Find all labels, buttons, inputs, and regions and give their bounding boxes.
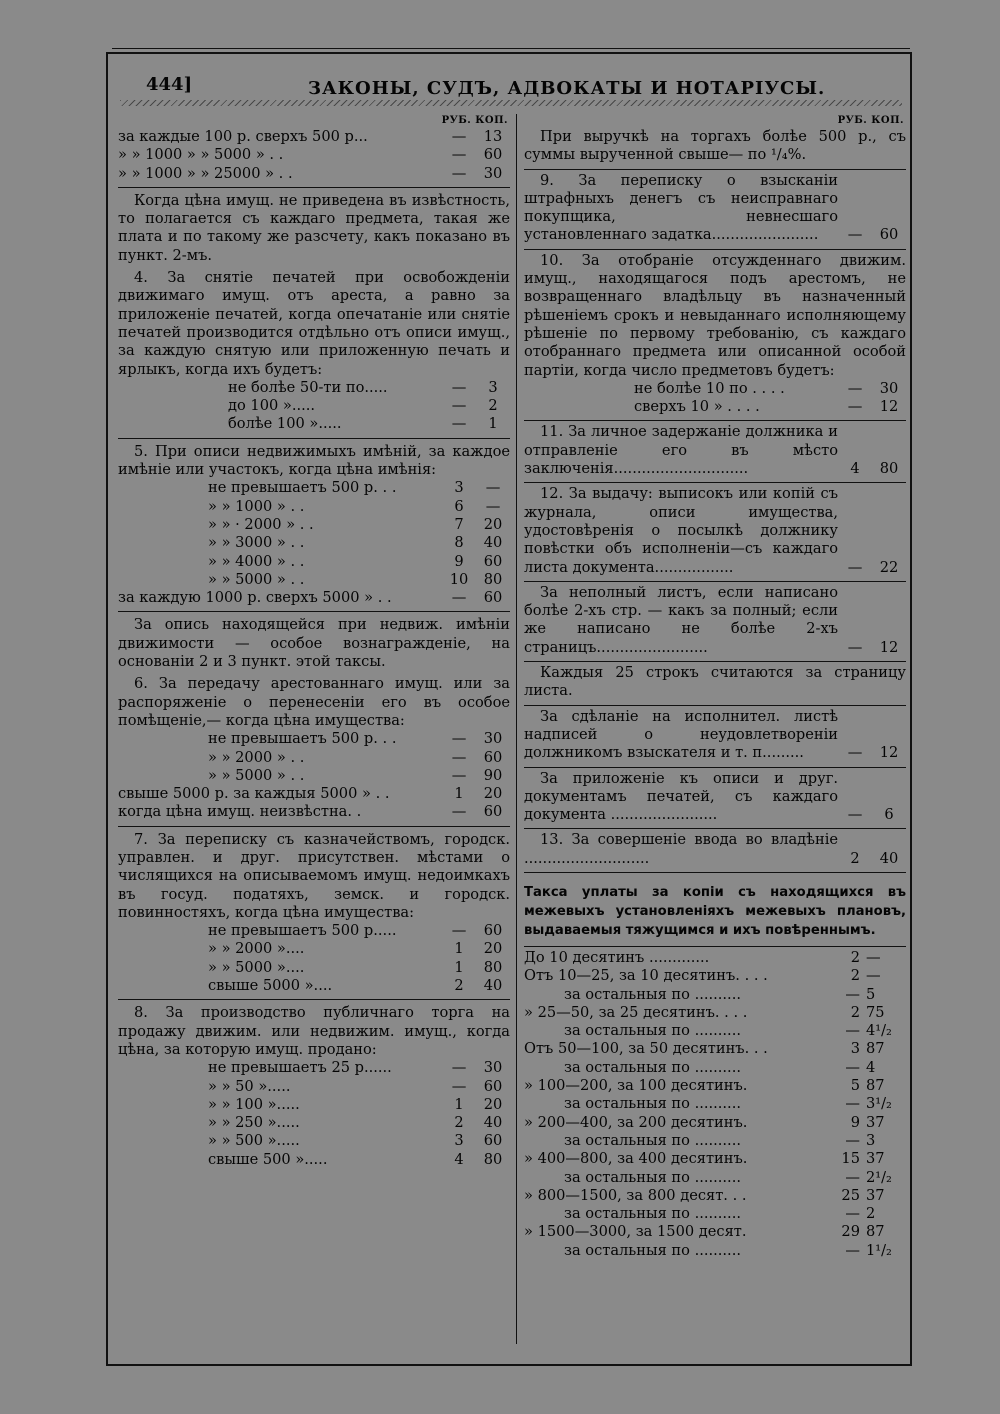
row-kop: — <box>866 948 881 966</box>
row-kop: 6 <box>884 806 894 824</box>
row-rub: — <box>451 415 467 433</box>
paragraph-13 <box>524 831 906 868</box>
table-row <box>118 571 510 589</box>
row-rub: 10 <box>449 570 469 588</box>
table-row <box>524 1187 906 1205</box>
table-row <box>118 1078 510 1096</box>
row-rub: — <box>451 589 467 607</box>
row-label: » » 2000 » . . <box>208 748 305 766</box>
row-label: когда цѣна имущ. неизвѣстна. . <box>118 803 362 821</box>
row-kop: 60 <box>483 552 503 570</box>
paragraph-12 <box>524 485 906 576</box>
row-rub: — <box>451 1077 467 1095</box>
row-rub: 2 <box>454 1114 464 1132</box>
row-kop: 30 <box>879 379 899 397</box>
row-kop: 75 <box>866 1003 885 1021</box>
row-label: » » 1000 » » 5000 » . . <box>118 146 284 164</box>
row-rub: 1 <box>454 958 464 976</box>
table-row <box>524 1022 906 1040</box>
paragraph-12d <box>524 770 906 825</box>
running-title: ЗАКОНЫ, СУДЪ, АДВОКАТЫ И НОТАРIУСЫ. <box>308 78 826 99</box>
row-kop: 12 <box>879 744 899 762</box>
column-divider <box>516 114 517 1344</box>
row-rub: — <box>451 803 467 821</box>
row-rub: — <box>847 806 863 824</box>
separator <box>524 169 906 170</box>
row-kop: 80 <box>879 460 899 478</box>
row-kop: 20 <box>483 940 503 958</box>
row-kop: 1¹/₂ <box>866 1241 892 1259</box>
row-kop: 60 <box>483 1077 503 1095</box>
rows-8 <box>118 1059 510 1169</box>
paragraph-12a <box>524 584 906 657</box>
row-rub: 8 <box>454 534 464 552</box>
table-row <box>118 1132 510 1150</box>
table-row <box>524 1205 906 1223</box>
row-label: за остальныя по .......... <box>564 1131 741 1149</box>
row-rub: 5 <box>850 1077 860 1095</box>
row-rub: — <box>847 226 863 244</box>
row-label: за остальныя по .......... <box>564 1241 741 1259</box>
row-kop: 2¹/₂ <box>866 1168 892 1186</box>
row-rub: 29 <box>841 1223 860 1241</box>
paragraph-12c-text: За сдѣланiе на исполнител. листѣ надписей о неудовлетворенiи должникомъ взыскателя и т. п......... <box>524 707 838 762</box>
row-5-last <box>118 589 510 607</box>
table-row <box>524 1114 906 1132</box>
row-label: Отъ 50—100, за 50 десятинъ. . . <box>524 1040 768 1058</box>
row-kop: 30 <box>483 164 503 182</box>
row-kop: 87 <box>866 1077 885 1095</box>
row-rub: — <box>845 1205 860 1223</box>
paragraph-12d-text: За приложенiе къ описи и друг. документамъ печатей, съ каждаго документа ....................... <box>524 769 838 824</box>
row-kop: 80 <box>483 1150 503 1168</box>
separator <box>118 611 510 612</box>
separator <box>524 661 906 662</box>
paragraph-8-cont: При выручкѣ на торгахъ болѣе 500 р., съ суммы вырученной свыше— по ¹/₄%. <box>524 128 906 164</box>
table-row <box>118 1114 510 1132</box>
rows-4 <box>118 379 510 434</box>
table-row <box>118 1151 510 1169</box>
table-row <box>524 1169 906 1187</box>
table-row <box>118 397 510 415</box>
row-label: свыше 500 »..... <box>208 1150 328 1168</box>
right-column <box>524 114 906 1260</box>
paragraph-5-note: За опись находящейся при недвиж. имѣнiи движимости — особое вознагражденiе, на основанiи 2 и 3 пункт. этой таксы. <box>118 616 510 671</box>
row-rub: — <box>451 730 467 748</box>
row-rub: — <box>451 128 467 145</box>
row-label: за остальныя по .......... <box>564 1058 741 1076</box>
row-kop: 37 <box>866 1150 885 1168</box>
row-rub: 9 <box>454 552 464 570</box>
row-label: » » 5000 » . . <box>208 570 305 588</box>
row-label: » » 50 »..... <box>208 1077 291 1095</box>
paragraph-8: 8. За производство публичнаго торга на продажу движим. или недвижим. имущ., когда цѣна, за которую имущ. продано: <box>118 1004 510 1058</box>
table-row <box>118 940 510 958</box>
paragraph-10: 10. За отобранiе отсужденнаго движим. имущ., находящагося подъ арестомъ, не возвращеннаго владѣльцу въ назначенный рѣшенiемъ срокъ и невыданнаго исполняющему рѣшенiе по первому требованiю, съ каждаго отобраннаго предмета или описанной особой партiи, когда число предметовъ будетъ: <box>524 251 906 379</box>
row-label: сверхъ 10 » . . . . <box>634 398 760 416</box>
row-kop: 37 <box>866 1186 885 1204</box>
row-label: » 25—50, за 25 десятинъ. . . . <box>524 1003 748 1021</box>
table-row <box>524 1095 906 1113</box>
paragraph-4: 4. За снятiе печатей при освобожденiи движимаго имущ. отъ ареста, а равно за приложенiе печатей, когда опечатанiе или снятiе печатей производится отдѣльно отъ описи имущ., за каждую снятую или приложенную печать и ярлыкъ, когда ихъ будетъ: <box>118 269 510 378</box>
row-label: » » 5000 ».... <box>208 958 305 976</box>
row-rub: — <box>845 1131 860 1149</box>
separator <box>524 581 906 582</box>
paragraph-5: 5. При описи недвижимыхъ имѣнiй, за каждое имѣнiе или участокъ, когда цѣна имѣнiя: <box>118 442 510 479</box>
row-label: за каждые 100 р. сверхъ 500 р... <box>118 128 368 145</box>
table-row <box>118 415 510 433</box>
row-rub: — <box>451 146 467 164</box>
row-label: свыше 5000 р. за каждыя 5000 » . . <box>118 785 390 803</box>
paragraph-9 <box>524 172 906 245</box>
row-label: » » 1000 » » 25000 » . . <box>118 164 293 182</box>
table-row <box>118 516 510 534</box>
rows-6 <box>118 730 510 785</box>
row-rub: — <box>847 744 863 762</box>
table-row <box>118 977 510 995</box>
table-row <box>118 959 510 977</box>
row-kop: 60 <box>483 146 503 164</box>
table-row <box>524 1150 906 1168</box>
table-row <box>118 785 510 803</box>
row-kop: 1 <box>488 415 498 433</box>
rows-10 <box>524 380 906 417</box>
row-kop: 5 <box>866 985 876 1003</box>
paragraph-7: 7. За переписку съ казначействомъ, городск. управлен. и друг. присутствен. мѣстами о числящихся на описываемомъ имущ. недоимкахъ въ госуд. податяхъ, земск. и городск. повинностяхъ, когда цѣна имущества: <box>118 830 510 921</box>
row-kop: 2 <box>866 1205 876 1223</box>
row-rub: 15 <box>841 1150 860 1168</box>
separator <box>524 872 906 873</box>
row-kop: 40 <box>483 977 503 995</box>
row-label: не превышаетъ 25 р...... <box>208 1059 392 1077</box>
row-rub: — <box>451 397 467 415</box>
table-row <box>118 146 510 164</box>
row-kop: 4¹/₂ <box>866 1022 892 1040</box>
paragraph-11-text: 11. За личное задержанiе должника и отправленiе его въ мѣсто заключенiя............................. <box>524 423 838 478</box>
separator <box>524 249 906 250</box>
row-rub: — <box>451 748 467 766</box>
row-rub: 2 <box>850 948 860 966</box>
table-row <box>524 949 906 967</box>
row-label: не превышаетъ 500 р..... <box>208 922 397 940</box>
row-rub: 1 <box>454 1095 464 1113</box>
row-kop: 80 <box>483 958 503 976</box>
row-label: » » 2000 ».... <box>208 940 305 958</box>
row-kop: 20 <box>483 515 503 533</box>
row-label: за остальныя по .......... <box>564 1022 741 1040</box>
page-number: 444] <box>146 74 193 95</box>
table-row <box>118 922 510 940</box>
table-row <box>118 749 510 767</box>
row-rub: 3 <box>454 479 464 497</box>
table-row <box>524 1059 906 1077</box>
rows-top <box>118 128 510 183</box>
row-rub: — <box>451 922 467 940</box>
table-row <box>524 1004 906 1022</box>
units-header-left: РУБ. КОП. <box>441 115 508 126</box>
row-kop: 60 <box>483 589 503 607</box>
separator <box>524 828 906 829</box>
table-row <box>118 803 510 821</box>
rows-6-tail <box>118 785 510 822</box>
row-label: » 800—1500, за 800 десят. . . <box>524 1186 747 1204</box>
row-kop: 12 <box>879 638 899 656</box>
separator <box>118 999 510 1000</box>
left-column <box>118 114 510 1169</box>
table-row <box>118 165 510 183</box>
row-label: Отъ 10—25, за 10 десятинъ. . . . <box>524 967 768 985</box>
row-label: » » 1000 » . . <box>208 497 305 515</box>
table-row <box>118 1059 510 1077</box>
row-label: » » 500 »..... <box>208 1132 300 1150</box>
separator <box>524 946 906 947</box>
table-row <box>524 967 906 985</box>
table-row <box>118 379 510 397</box>
table-row <box>118 553 510 571</box>
row-kop: 12 <box>879 398 899 416</box>
row-rub: 1 <box>454 785 464 803</box>
row-kop: 30 <box>483 1059 503 1077</box>
row-kop: 13 <box>483 128 503 145</box>
paragraph-12-text: 12. За выдачу: выписокъ или копiй съ журнала, описи имущества, удостовѣренiя о посылкѣ должнику повѣстки объ исполненiи—съ каждаго листа документа................. <box>524 485 838 576</box>
tax-table <box>524 949 906 1260</box>
row-label: » 400—800, за 400 десятинъ. <box>524 1150 748 1168</box>
row-kop: 22 <box>879 558 899 576</box>
separator <box>118 187 510 188</box>
table-row <box>118 534 510 552</box>
row-rub: — <box>845 1095 860 1113</box>
row-kop: 90 <box>483 766 503 784</box>
row-kop: 20 <box>483 785 503 803</box>
row-label: не превышаетъ 500 р. . . <box>208 730 397 748</box>
row-label: » » 100 »..... <box>208 1095 300 1113</box>
row-rub: 4 <box>454 1150 464 1168</box>
separator <box>524 767 906 768</box>
paragraph-11 <box>524 423 906 478</box>
row-label: болѣе 100 »..... <box>228 415 342 433</box>
row-kop: 60 <box>879 226 899 244</box>
row-kop: 87 <box>866 1223 885 1241</box>
row-rub: — <box>847 398 863 416</box>
row-kop: 60 <box>483 748 503 766</box>
table-row <box>524 1040 906 1058</box>
row-rub: — <box>845 1022 860 1040</box>
row-label: » 1500—3000, за 1500 десят. <box>524 1223 747 1241</box>
table-row <box>524 1223 906 1241</box>
table-row <box>118 730 510 748</box>
row-rub: 1 <box>454 940 464 958</box>
row-kop: 37 <box>866 1113 885 1131</box>
row-rub: — <box>451 1059 467 1077</box>
row-label: за остальныя по .......... <box>564 1168 741 1186</box>
row-rub: 3 <box>454 1132 464 1150</box>
row-label: » » 3000 » . . <box>208 534 305 552</box>
row-rub: — <box>845 1168 860 1186</box>
row-kop: 40 <box>879 849 899 867</box>
row-kop: 40 <box>483 534 503 552</box>
row-kop: 80 <box>483 570 503 588</box>
table-row <box>118 767 510 785</box>
row-label: за остальныя по .......... <box>564 1095 741 1113</box>
row-rub: 6 <box>454 497 464 515</box>
table-row <box>524 1132 906 1150</box>
units-header-right: РУБ. КОП. <box>837 115 904 126</box>
table-row <box>524 398 906 416</box>
table-row <box>524 986 906 1004</box>
row-kop: 60 <box>483 803 503 821</box>
row-kop: — <box>485 497 501 515</box>
row-rub: — <box>847 558 863 576</box>
row-kop: 60 <box>483 1132 503 1150</box>
separator <box>524 482 906 483</box>
paragraph-13-text: 13. За совершенiе ввода во владѣнiе ........................... <box>524 831 838 867</box>
row-label: » » 4000 » . . <box>208 552 305 570</box>
table-row <box>524 380 906 398</box>
row-label: » 100—200, за 100 десятинъ. <box>524 1077 748 1095</box>
row-kop: 4 <box>866 1058 876 1076</box>
row-rub: — <box>845 985 860 1003</box>
row-rub: 2 <box>454 977 464 995</box>
table-row <box>524 1242 906 1260</box>
row-label: за каждую 1000 р. сверхъ 5000 » . . <box>118 589 392 607</box>
row-kop: 3¹/₂ <box>866 1095 892 1113</box>
row-rub: 2 <box>850 849 860 867</box>
row-rub: — <box>847 379 863 397</box>
paragraph-9-text: 9. За переписку о взысканiи штрафныхъ денегъ съ неисправнаго покупщика, невнесшаго установленнаго задатка....................... <box>524 171 838 244</box>
row-rub: 9 <box>850 1113 860 1131</box>
row-rub: — <box>451 164 467 182</box>
row-kop: 40 <box>483 1114 503 1132</box>
row-kop: 3 <box>866 1131 876 1149</box>
paragraph-12b: Каждыя 25 строкъ считаются за страницу листа. <box>524 664 906 700</box>
row-kop: 2 <box>488 397 498 415</box>
table-row <box>118 479 510 497</box>
row-rub: 3 <box>850 1040 860 1058</box>
row-label: за остальныя по .......... <box>564 985 741 1003</box>
row-kop: 87 <box>866 1040 885 1058</box>
page-frame <box>106 52 912 1366</box>
row-kop: 30 <box>483 730 503 748</box>
row-kop: 60 <box>483 922 503 940</box>
paragraph-12a-text: За неполный листъ, если написано болѣе 2-хъ стр. — какъ за полный; если же написано не болѣе 2-хъ страницъ........................ <box>524 583 838 656</box>
row-rub: — <box>845 1241 860 1259</box>
row-label: » » 250 »..... <box>208 1114 300 1132</box>
table-row <box>118 498 510 516</box>
row-label: не болѣе 50-ти по..... <box>228 378 388 396</box>
separator <box>118 826 510 827</box>
row-label: свыше 5000 ».... <box>208 977 333 995</box>
row-label: » 200—400, за 200 десятинъ. <box>524 1113 748 1131</box>
table-row <box>118 1096 510 1114</box>
row-rub: — <box>451 766 467 784</box>
paragraph-6: 6. За передачу арестованнаго имущ. или за распоряженiе о перенесенiи его въ особое помѣщенiе,— когда цѣна имущества: <box>118 675 510 729</box>
row-kop: — <box>866 967 881 985</box>
row-rub: 4 <box>850 460 860 478</box>
row-kop: — <box>485 479 501 497</box>
row-label: не болѣе 10 по . . . . <box>634 379 785 397</box>
row-rub: — <box>845 1058 860 1076</box>
row-label: не превышаетъ 500 р. . . <box>208 479 397 497</box>
separator <box>524 705 906 706</box>
row-rub: 2 <box>850 967 860 985</box>
row-rub: — <box>451 378 467 396</box>
separator <box>118 438 510 439</box>
row-kop: 3 <box>488 378 498 396</box>
row-rub: — <box>847 638 863 656</box>
row-label: » » 5000 » . . <box>208 766 305 784</box>
rows-7 <box>118 922 510 995</box>
row-rub: 2 <box>850 1003 860 1021</box>
ornamental-rule <box>120 100 902 106</box>
row-label: до 100 »..... <box>228 397 316 415</box>
row-label: » » · 2000 » . . <box>208 515 314 533</box>
page-header <box>108 64 910 100</box>
row-rub: 7 <box>454 515 464 533</box>
row-label: До 10 десятинъ ............. <box>524 948 710 966</box>
tax-table-title: Такса уплаты за копiи съ находящихся въ межевыхъ установленiяхъ межевыхъ плановъ, выдаваемыя тяжущимся и ихъ повѣреннымъ. <box>524 884 906 938</box>
table-row <box>118 128 510 146</box>
paragraph-note: Когда цѣна имущ. не приведена въ извѣстность, то полагается съ каждаго предмета, такая же плата и по такому же разсчету, какъ показано въ пункт. 2-мъ. <box>118 191 510 264</box>
table-row <box>524 1077 906 1095</box>
paragraph-12c <box>524 708 906 763</box>
row-kop: 20 <box>483 1095 503 1113</box>
row-rub: 25 <box>841 1186 860 1204</box>
rows-5 <box>118 479 510 589</box>
row-label: за остальныя по .......... <box>564 1205 741 1223</box>
separator <box>524 420 906 421</box>
